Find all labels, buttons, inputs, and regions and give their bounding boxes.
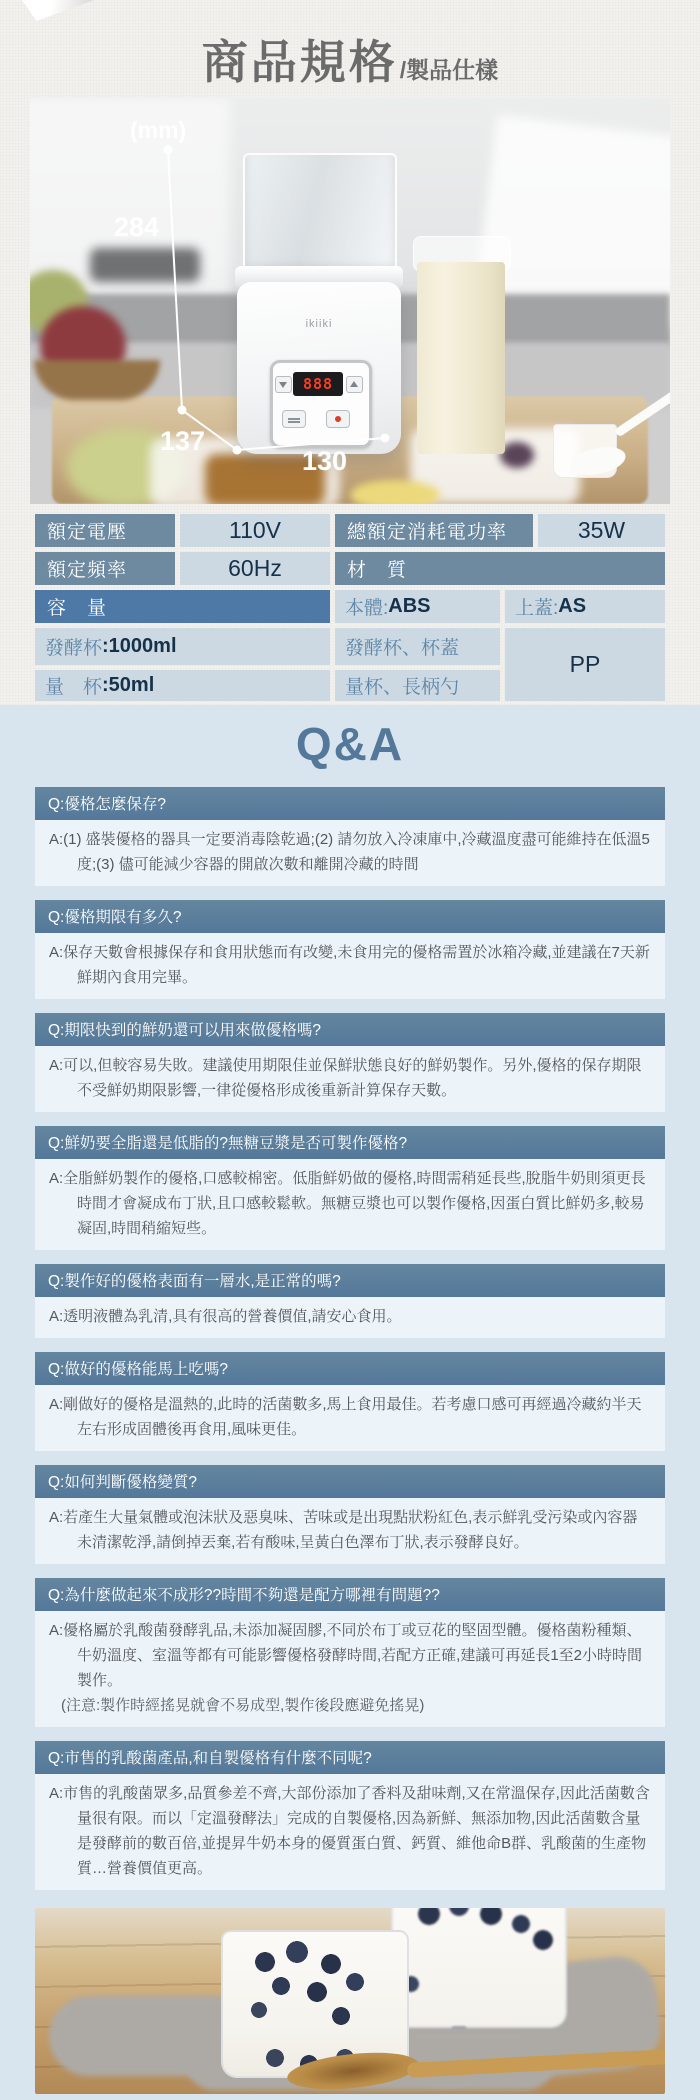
brand-logo: ikiiki [305,318,333,330]
spec-material-row1 [335,628,500,665]
yogurt-cup-back [391,1908,567,2028]
qa-item-5 [35,1264,665,1338]
spec-voltage-value: 110V [180,514,330,547]
qa-answer-text: A:市售的乳酸菌眾多,品質參差不齊,大部份添加了香料及甜味劑,又在常溫保存,因此活菌數含量很有限。而以「定溫發酵法」完成的自製優格,因為新鮮、無添加物,因此活菌數含量是發酵前的數百倍,並提昇牛奶本身的優質蛋白質、鈣質、維他命B群、乳酸菌的生產物質…營養價值更高。 [49,1785,650,1877]
spec-material-items [335,628,500,701]
spec-voltage-label: 額定電壓 [35,514,175,547]
qa-question: Q:優格期限有多久? [35,900,665,933]
qa-question: Q:如何判斷優格變質? [35,1465,665,1498]
spec-lid-label: 上蓋: [515,598,559,619]
qa-item-8 [35,1578,665,1727]
qa-answer-note: (注意:製作時經搖晃就會不易成型,製作後段應避免搖晃) [61,1697,425,1714]
yogurt-photo [35,1908,665,2094]
spec-material-value: PP [505,628,665,701]
spec-material-row2 [335,670,500,701]
spec-capacity-label: 容 量 [35,590,330,623]
qa-question: Q:鮮奶要全脂還是低脂的?無糖豆漿是否可製作優格? [35,1126,665,1159]
spec-ferment-cup [35,628,330,665]
qa-item-4 [35,1126,665,1250]
qa-answer-text: A:透明液體為乳清,具有很高的營養價值,請安心食用。 [49,1308,402,1325]
spec-ferment-cup-label: 發酵杯 [45,638,103,659]
qa-answer-text: A:全脂鮮奶製作的優格,口感較棉密。低脂鮮奶做的優格,時間需稍延長些,脫脂牛奶則須更長時間才會凝成布丁狀,且口感較鬆軟。無糖豆漿也可以製作優格,因蛋白質比鮮奶多,較易凝固,時間稍縮短些。 [49,1170,646,1237]
qa-answer [35,1611,665,1727]
qa-question: Q:優格怎麼保存? [35,787,665,820]
page-title [0,0,700,92]
spec-measure-cup [35,670,330,701]
dimension-overlay [30,98,670,504]
qa-answer-text: A:(1) 盛裝優格的器具一定要消毒陰乾過;(2) 請勿放入冷凍庫中,冷藏溫度盡可能維持在低溫5度;(3) 儘可能減少容器的開啟次數和離開冷藏的時間 [49,831,650,873]
spec-body-material [335,590,500,623]
dimension-depth-label: 137 [160,426,206,456]
dimension-dots [164,146,390,455]
spec-frequency-value: 60Hz [180,552,330,585]
page-title-main: 商品規格 [201,36,398,88]
dimension-lines [168,150,385,450]
dimension-height-label: 284 [114,212,160,242]
spec-body-label: 本體: [345,598,389,619]
spec-lid-value: AS [558,595,587,617]
qa-question: Q:市售的乳酸菌產品,和自製優格有什麼不同呢? [35,1741,665,1774]
qa-answer [35,1498,665,1564]
qa-item-3 [35,1013,665,1112]
qa-answer [35,1297,665,1338]
dimension-width-label: 130 [302,446,348,476]
spec-lid-material [505,590,665,623]
qa-answer [35,1385,665,1451]
spec-power-value: 35W [538,514,665,547]
qa-answer-text: A:剛做好的優格是溫熱的,此時的活菌數多,馬上食用最佳。若考慮口感可再經過冷藏約半天左右形成固體後再食用,風味更佳。 [49,1396,642,1438]
spec-body-value: ABS [388,595,431,617]
qa-answer [35,933,665,999]
digital-display: 888 [293,372,343,396]
spec-measure-cup-value: :50ml [102,674,155,696]
qa-item-6 [35,1352,665,1451]
qa-answer [35,1159,665,1250]
qa-answer-text: A:優格屬於乳酸菌發酵乳品,未添加凝固膠,不同於布丁或豆花的堅固型體。優格菌粉種類、牛奶溫度、室溫等都有可能影響優格發酵時間,若配方正確,建議可再延長1至2小時時間製作。 [49,1622,643,1689]
spec-ferment-cup-value: :1000ml [102,635,177,657]
qa-title: Q&A [295,718,405,770]
qa-item-9 [35,1741,665,1890]
spec-material-row2-label: 量杯、長柄勺 [345,677,460,698]
spec-material-label: 材 質 [335,552,665,585]
spec-measure-cup-label: 量 杯 [45,677,103,698]
qa-item-7 [35,1465,665,1564]
dimension-unit-label: (mm) [130,117,187,143]
qa-answer [35,1046,665,1112]
qa-answer-text: A:保存天數會根據保存和食用狀態而有改變,未食用完的優格需置於冰箱冷藏,並建議在7天新鮮期內食用完畢。 [49,944,650,986]
qa-question: Q:為什麼做起來不成形??時間不夠還是配方哪裡有問題?? [35,1578,665,1611]
qa-answer-text: A:若產生大量氣體或泡沫狀及惡臭味、苦味或是出現點狀粉紅色,表示鮮乳受污染或內容器未清潔乾淨,請倒掉丟棄,若有酸味,呈黃白色澤布丁狀,表示發酵良好。 [49,1509,638,1551]
qa-item-1 [35,787,665,886]
qa-answer [35,1774,665,1890]
spec-frequency-label: 額定頻率 [35,552,175,585]
spec-table-left [35,514,330,706]
page-title-sub: /製品仕樣 [399,57,499,83]
spec-section [0,0,700,705]
qa-question: Q:期限快到的鮮奶還可以用來做優格嗎? [35,1013,665,1046]
qa-question: Q:製作好的優格表面有一層水,是正常的嗎? [35,1264,665,1297]
spec-power-label: 總額定消耗電功率 [335,514,533,547]
spec-table-right [335,514,665,706]
qa-section [0,705,700,2100]
qa-question: Q:做好的優格能馬上吃嗎? [35,1352,665,1385]
qa-item-2 [35,900,665,999]
qa-answer-text: A:可以,但較容易失敗。建議使用期限佳並保鮮狀態良好的鮮奶製作。另外,優格的保存期限不受鮮奶期限影響,一律從優格形成後重新計算保存天數。 [49,1057,642,1099]
spec-material-row1-label: 發酵杯、杯蓋 [345,638,460,659]
spec-table [35,514,665,706]
product-photo [30,98,670,504]
qa-answer [35,820,665,886]
